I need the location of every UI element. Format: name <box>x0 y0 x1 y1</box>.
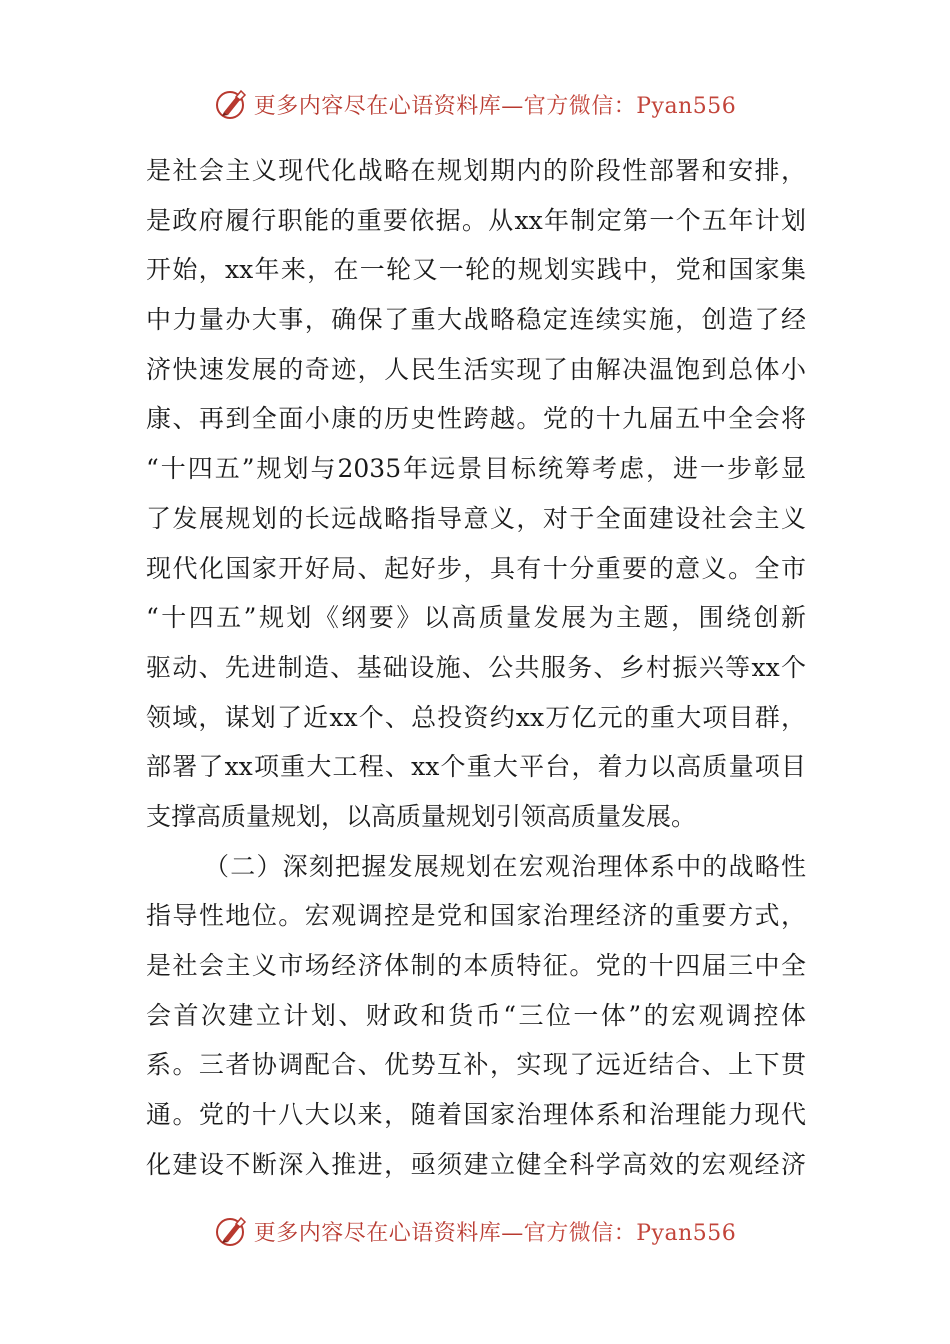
banner-text <box>254 89 737 120</box>
pen-logo-icon <box>214 86 250 122</box>
pen-logo-icon <box>214 1213 250 1249</box>
text-line: 了发展规划的长远战略指导意义，对于全面建设社会主义 <box>146 503 806 533</box>
banner-title: 更多内容尽在心语资料库— <box>253 93 524 119</box>
header-banner <box>0 84 950 124</box>
text-line: 是政府履行职能的重要依据。从xx年制定第一个五年计划 <box>146 205 806 235</box>
text-line: 指导性地位。宏观调控是党和国家治理经济的重要方式， <box>146 901 806 931</box>
text-line: 现代化国家开好局、起好步，具有十分重要的意义。全市 <box>146 553 806 583</box>
text-line: 中力量办大事，确保了重大战略稳定连续实施，创造了经 <box>146 305 806 335</box>
text-line: 部署了xx项重大工程、xx个重大平台，着力以高质量项目 <box>146 752 806 782</box>
banner-text <box>254 1216 737 1247</box>
text-line: “十四五”规划《纲要》以高质量发展为主题，围绕创新 <box>146 603 806 633</box>
footer-banner <box>0 1211 950 1251</box>
text-line: 会首次建立计划、财政和货币“三位一体”的宏观调控体 <box>146 1000 806 1030</box>
banner-title: 更多内容尽在心语资料库— <box>253 1220 524 1246</box>
paragraph-2 <box>146 842 806 1190</box>
text-line: 驱动、先进制造、基础设施、公共服务、乡村振兴等xx个 <box>146 652 806 682</box>
text-line: 化建设不断深入推进，亟须建立健全科学高效的宏观经济 <box>146 1149 806 1179</box>
text-line: 支撑高质量规划，以高质量规划引领高质量发展。 <box>146 801 697 831</box>
text-line: 开始，xx年来，在一轮又一轮的规划实践中，党和国家集 <box>146 255 806 285</box>
text-line: 领域，谋划了近xx个、总投资约xx万亿元的重大项目群， <box>146 702 806 732</box>
banner-wechat: 官方微信：Pyan556 <box>523 93 737 119</box>
text-line: 是社会主义市场经济体制的本质特征。党的十四届三中全 <box>146 951 806 980</box>
text-line: 康、再到全面小康的历史性跨越。党的十九届五中全会将 <box>146 404 806 434</box>
text-line: 系。三者协调配合、优势互补，实现了远近结合、上下贯 <box>146 1050 806 1080</box>
text-line: “十四五”规划与2035年远景目标统筹考虑，进一步彰显 <box>146 454 806 484</box>
text-line: （二）深刻把握发展规划在宏观治理体系中的战略性 <box>204 851 806 881</box>
text-line: 通。党的十八大以来，随着国家治理体系和治理能力现代 <box>146 1100 806 1130</box>
text-line: 济快速发展的奇迹，人民生活实现了由解决温饱到总体小 <box>146 354 806 384</box>
paragraph-1 <box>146 146 806 842</box>
document-body <box>146 146 806 1189</box>
banner-wechat: 官方微信：Pyan556 <box>523 1220 737 1246</box>
text-line: 是社会主义现代化战略在规划期内的阶段性部署和安排， <box>146 156 806 185</box>
